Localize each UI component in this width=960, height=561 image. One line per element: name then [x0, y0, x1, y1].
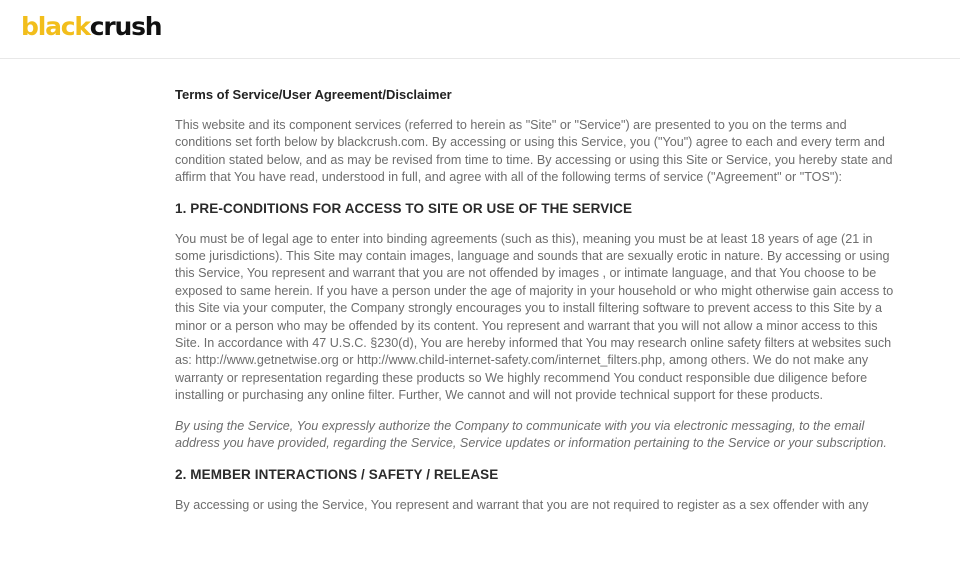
- terms-content: [175, 86, 905, 527]
- logo-crush-text: crush: [89, 12, 162, 41]
- intro-paragraph: This website and its component services (referred to herein as "Site" or "Service") are presented to you on the terms and conditions set forth below by blackcrush.com. By accessing or using this Service, you ("You") agree to each and every term and condition stated below, and as may be revised from time to time. By accessing or using this Site or Service, you hereby state and affirm that You have read, understood in full, and agree with all of the following terms of service ("Agreement" or "TOS"):: [175, 118, 893, 185]
- section-2-heading: 2. MEMBER INTERACTIONS / SAFETY / RELEASE: [175, 466, 499, 482]
- section-2-paragraph-1: By accessing or using the Service, You represent and warrant that you are not required to register as a sex offender with any: [175, 497, 869, 512]
- section-1-paragraph-2: By using the Service, You expressly authorize the Company to communicate with you via electronic messaging, to the email address you have provided, regarding the Service, Service updates or information pertaining to the Service or your subscription.: [175, 418, 887, 451]
- site-logo[interactable]: [21, 10, 161, 44]
- site-header: [0, 0, 960, 59]
- page-title: Terms of Service/User Agreement/Disclaimer: [175, 87, 452, 102]
- section-1-heading: 1. PRE-CONDITIONS FOR ACCESS TO SITE OR USE OF THE SERVICE: [175, 200, 633, 216]
- section-1-paragraph-1: You must be of legal age to enter into binding agreements (such as this), meaning you must be at least 18 years of age (21 in some jurisdictions). This Site may contain images, language and sounds that are sexually erotic in nature. By accessing or using this Service, You represent and warrant that you are not offended by images , or intimate language, and that You choose to be exposed to same herein. If you have a person under the age of majority in your household or who might otherwise gain access to this Site via your computer, the Company strongly encourages you to install filtering software to prevent access to this Site by a minor or a person who may be offended by its content. You represent and warrant that you will not allow a minor access to this Site. In accordance with 47 U.S.C. §230(d), You are hereby informed that You may research online safety filters at websites such as: http://www.getnetwise.org or http://www.child-internet-safety.com/internet_filters.php, among others. We do not make any warranty or representation regarding these products so We highly recommend You conduct responsible due diligence before installing or purchasing any online filter. Further, We cannot and will not provide technical support for these products.: [175, 231, 894, 403]
- logo-black-text: black: [21, 12, 90, 41]
